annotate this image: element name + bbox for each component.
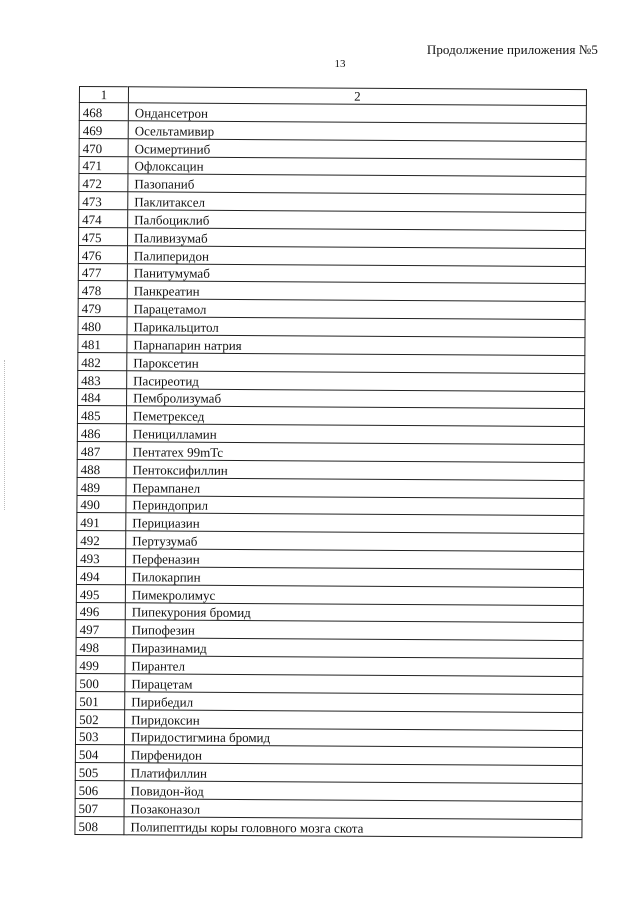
row-number-cell: 478 [78, 281, 127, 299]
table-row [75, 727, 582, 748]
table-row [75, 763, 582, 784]
row-number-cell: 487 [77, 442, 126, 460]
drug-name-cell: Пирантел [125, 656, 583, 677]
row-number-cell: 495 [76, 584, 125, 602]
drug-name-cell: Осимертиниб [128, 138, 586, 159]
table-row [78, 370, 585, 391]
table-row [76, 656, 583, 677]
drug-name-cell: Пазопаниб [128, 174, 586, 195]
table-row [76, 673, 583, 694]
row-number-cell: 499 [76, 656, 125, 674]
row-number-cell: 474 [79, 210, 128, 228]
drug-name-cell: Парацетамол [127, 299, 585, 320]
row-number-cell: 503 [75, 727, 124, 745]
table-row [77, 549, 584, 570]
row-number-cell: 489 [77, 477, 126, 495]
row-number-cell: 494 [76, 566, 125, 584]
table-row [78, 352, 585, 373]
table-row [77, 406, 584, 427]
row-number-cell: 490 [77, 495, 126, 513]
table-row [78, 388, 585, 409]
row-number-cell: 496 [76, 602, 125, 620]
row-number-cell: 481 [78, 334, 127, 352]
table-row [75, 781, 582, 802]
row-number-cell: 507 [75, 798, 124, 816]
drug-name-cell: Ондансетрон [128, 103, 586, 124]
row-number-cell: 479 [78, 299, 127, 317]
table-row [75, 745, 582, 766]
row-number-cell: 470 [79, 138, 128, 156]
row-number-cell: 468 [79, 103, 128, 121]
drug-name-cell: Пирфенидон [124, 745, 582, 766]
drug-name-cell: Перициазин [126, 513, 584, 534]
column-header-number: 1 [79, 87, 128, 103]
row-number-cell: 505 [75, 763, 124, 781]
drug-name-cell: Пилокарпин [125, 567, 583, 588]
row-number-cell: 469 [79, 120, 128, 138]
row-number-cell: 475 [79, 227, 128, 245]
drug-name-cell: Парнапарин натрия [127, 335, 585, 356]
row-number-cell: 476 [78, 245, 127, 263]
row-number-cell: 491 [77, 513, 126, 531]
column-header-name: 2 [128, 87, 586, 106]
row-number-cell: 506 [75, 781, 124, 799]
drug-name-cell: Пипекурония бромид [125, 602, 583, 623]
drug-name-cell: Пеницилламин [126, 424, 584, 445]
table-row [77, 495, 584, 516]
table-row [77, 477, 584, 498]
table-row [76, 638, 583, 659]
drug-name-cell: Пипофезин [125, 620, 583, 641]
drug-name-cell: Офлоксацин [128, 156, 586, 177]
row-number-cell: 488 [77, 459, 126, 477]
row-number-cell: 502 [76, 709, 125, 727]
table-row [75, 816, 582, 837]
drug-name-cell: Перампанел [126, 478, 584, 499]
drug-name-cell: Пирибедил [125, 692, 583, 713]
table-row [79, 120, 586, 141]
table-row [77, 513, 584, 534]
table-row [76, 691, 583, 712]
table-row [77, 424, 584, 445]
table-row [77, 531, 584, 552]
drug-name-cell: Парикальцитол [127, 317, 585, 338]
table-row [78, 334, 585, 355]
drug-name-cell: Полипептиды коры головного мозга скота [124, 817, 582, 838]
table-row [77, 442, 584, 463]
table-row [79, 174, 586, 195]
scan-margin-marks [4, 360, 8, 510]
drug-name-cell: Пиразинамид [125, 638, 583, 659]
table-row [79, 210, 586, 231]
drug-name-cell: Панитумумаб [127, 263, 585, 284]
drug-name-cell: Периндоприл [126, 495, 584, 516]
row-number-cell: 477 [78, 263, 127, 281]
row-number-cell: 500 [76, 673, 125, 691]
row-number-cell: 483 [78, 370, 127, 388]
drug-name-cell: Палиперидон [127, 246, 585, 267]
row-number-cell: 508 [75, 816, 124, 834]
table-row [79, 227, 586, 248]
row-number-cell: 482 [78, 352, 127, 370]
drug-name-cell: Паливизумаб [128, 228, 586, 249]
drug-name-cell: Пасиреотид [127, 370, 585, 391]
table-row [75, 798, 582, 819]
row-number-cell: 472 [79, 174, 128, 192]
drug-name-cell: Позаконазол [124, 799, 582, 820]
table-row [76, 566, 583, 587]
drug-name-cell: Пимекролимус [125, 585, 583, 606]
row-number-cell: 493 [77, 549, 126, 567]
row-number-cell: 471 [79, 156, 128, 174]
drug-name-cell: Паклитаксел [128, 192, 586, 213]
drug-name-cell: Пиридостигмина бромид [124, 727, 582, 748]
table-row [79, 103, 586, 124]
row-number-cell: 484 [78, 388, 127, 406]
drug-name-cell: Осельтамивир [128, 121, 586, 142]
drug-name-cell: Пембролизумаб [127, 388, 585, 409]
drug-name-cell: Пиридоксин [125, 709, 583, 730]
table-row [78, 317, 585, 338]
row-number-cell: 501 [76, 691, 125, 709]
row-number-cell: 486 [77, 424, 126, 442]
table-row [76, 584, 583, 605]
table-row [78, 299, 585, 320]
row-number-cell: 504 [75, 745, 124, 763]
table-row [78, 281, 585, 302]
table-row [79, 138, 586, 159]
drug-name-cell: Пертузумаб [126, 531, 584, 552]
row-number-cell: 480 [78, 317, 127, 335]
table-body [75, 103, 586, 838]
row-number-cell: 497 [76, 620, 125, 638]
table-row [77, 459, 584, 480]
drug-name-cell: Пеметрексед [126, 406, 584, 427]
page-number: 13 [334, 58, 346, 70]
table-row [78, 263, 585, 284]
table-row [79, 192, 586, 213]
row-number-cell: 473 [79, 192, 128, 210]
continuation-header: Продолжение приложения №5 [426, 42, 598, 57]
drug-name-cell: Повидон-йод [124, 781, 582, 802]
drug-name-cell: Пентатех 99mTc [126, 442, 584, 463]
table-row [76, 602, 583, 623]
row-number-cell: 498 [76, 638, 125, 656]
drug-name-cell: Пентоксифиллин [126, 460, 584, 481]
drug-name-cell: Платифиллин [124, 763, 582, 784]
drug-name-cell: Пирацетам [125, 674, 583, 695]
drug-name-cell: Палбоциклиб [128, 210, 586, 231]
drug-name-cell: Панкреатин [127, 281, 585, 302]
table-row [76, 620, 583, 641]
drug-list-table [74, 86, 587, 838]
table-row [79, 156, 586, 177]
drug-name-cell: Перфеназин [126, 549, 584, 570]
row-number-cell: 492 [77, 531, 126, 549]
row-number-cell: 485 [77, 406, 126, 424]
drug-name-cell: Пароксетин [127, 353, 585, 374]
table-row [78, 245, 585, 266]
table-row [76, 709, 583, 730]
